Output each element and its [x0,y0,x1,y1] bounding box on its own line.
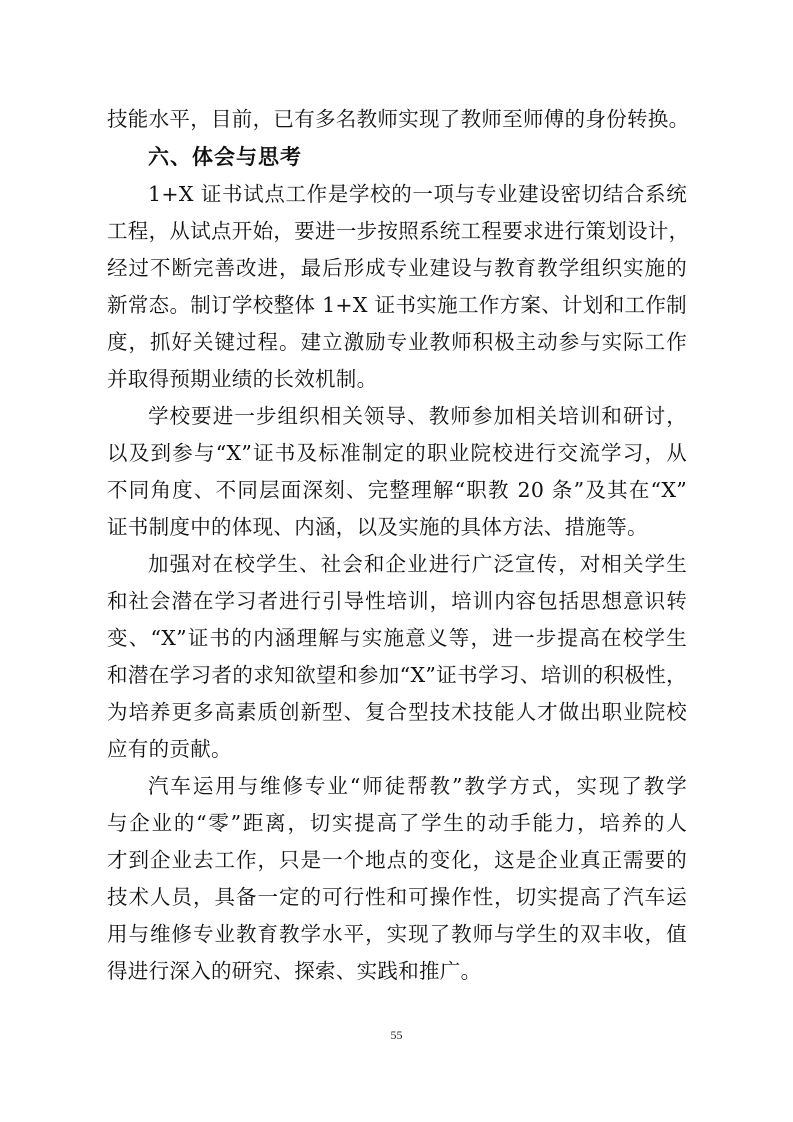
text-line: 以及到参与“X”证书及标准制定的职业院校进行交流学习，从 [107,441,687,465]
text-line: 得进行深入的研究、探索、实践和推广。 [107,959,482,983]
page-number: 55 [390,1028,403,1042]
text-line: 用与维修专业教育教学水平，实现了教师与学生的双丰收，值 [107,922,687,946]
text-line: 学校要进一步组织相关领导、教师参加相关培训和研讨， [148,404,687,428]
text-line: 新常态。制订学校整体 1+X 证书实施工作方案、计划和工作制 [107,293,687,317]
text-line: 经过不断完善改进，最后形成专业建设与教育教学组织实施的 [107,256,687,280]
text-line: 不同角度、不同层面深刻、完整理解“职教 20 条”及其在“X” [107,478,687,502]
section-heading: 六、体会与思考 [148,145,302,169]
text-line: 加强对在校学生、社会和企业进行广泛宣传，对相关学生 [148,552,687,576]
text-line: 并取得预期业绩的长效机制。 [107,367,378,391]
text-line: 汽车运用与维修专业“师徒帮教”教学方式，实现了教学 [148,774,687,798]
text-line: 与企业的“零”距离，切实提高了学生的动手能力，培养的人 [107,811,687,835]
text-line: 1+X 证书试点工作是学校的一项与专业建设密切结合系统 [148,182,687,206]
text-line: 技术人员，具备一定的可行性和可操作性，切实提高了汽车运 [107,885,687,909]
text-line: 和社会潜在学习者进行引导性培训，培训内容包括思想意识转 [107,589,687,613]
text-line: 才到企业去工作，只是一个地点的变化，这是企业真正需要的 [107,848,687,872]
text-line: 和潜在学习者的求知欲望和参加“X”证书学习、培训的积极性， [107,663,687,687]
text-line: 工程，从试点开始，要进一步按照系统工程要求进行策划设计， [107,219,690,243]
text-line: 应有的贡献。 [107,737,232,761]
text-line: 度，抓好关键过程。建立激励专业教师积极主动参与实际工作 [107,330,687,354]
text-line: 为培养更多高素质创新型、复合型技术技能人才做出职业院校 [107,700,687,724]
text-line: 技能水平，目前，已有多名教师实现了教师至师傅的身份转换。 [107,107,690,131]
text-line: 证书制度中的体现、内涵，以及实施的具体方法、措施等。 [107,515,648,539]
text-line: 变、“X”证书的内涵理解与实施意义等，进一步提高在校学生 [107,626,687,650]
